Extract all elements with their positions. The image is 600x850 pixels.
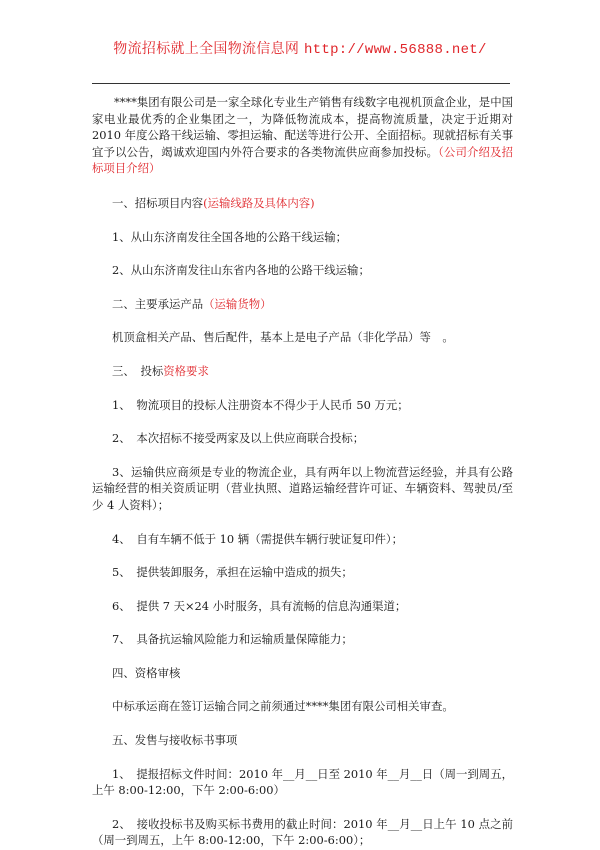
section3-item: 7、 具备抗运输风险能力和运输质量保障能力； — [112, 632, 353, 647]
header-url[interactable]: http://www.56888.net/ — [303, 42, 487, 58]
section2-heading-text: 二、主要承运产品 — [112, 296, 204, 311]
document-body — [92, 94, 513, 849]
page-header — [0, 38, 600, 58]
section2-heading-note: （运输货物） — [203, 296, 272, 311]
section2-heading — [92, 296, 513, 313]
section1-heading — [92, 195, 513, 212]
section2-text: 机顶盒相关产品、售后配件，基本上是电子产品（非化学品）等 。 — [112, 330, 454, 345]
header-site-name: 物流招标就上全国物流信息网 — [113, 41, 300, 57]
section3-heading-text: 三、 投标 — [112, 363, 164, 378]
section3-item: 1、 物流项目的投标人注册资本不得少于人民币 50 万元； — [112, 397, 409, 412]
intro-text: ****集团有限公司是一家全球化专业生产销售有线数字电视机顶盒企业，是中国家电业最优秀的企业集团之一，为降低物流成本，提高物流质量，决定于近期对 2010 年度公路干线运输、零担运输、配送等进行公开、全面招标。现就招标有关事宜予以公告，竭诚欢迎国内外符合要求的各类物流供应商参加投标。 — [92, 95, 513, 159]
section3-heading — [92, 363, 513, 380]
section1-heading-text: 一、招标项目内容 — [112, 195, 204, 210]
section4-text: 中标承运商在签订运输合同之前须通过****集团有限公司相关审查。 — [112, 699, 454, 714]
section3-item: 3、运输供应商须是专业的物流企业，具有两年以上物流营运经验，并具有公路运输经营的相关资质证明（营业执照、道路运输经营许可证、车辆资料、驾驶员/至少 4 人资料）； — [92, 464, 513, 512]
section1-item: 2、从山东济南发往山东省内各地的公路干线运输； — [112, 263, 370, 278]
section1-heading-note: (运输线路及具体内容) — [203, 195, 315, 210]
section3-item: 2、 本次招标不接受两家及以上供应商联合投标； — [112, 431, 365, 446]
section4-heading: 四、资格审核 — [112, 665, 181, 680]
section5-item: 1、 提报招标文件时间：2010 年__月__日至 2010 年__月__日（周一到周五，上午 8:00-12:00，下午 2:00-6:00） — [92, 766, 513, 798]
header-divider — [92, 83, 510, 84]
section1-item: 1、从山东济南发往全国各地的公路干线运输； — [112, 229, 348, 244]
intro-note: （公司介绍及招标项目介绍） — [92, 144, 513, 176]
section3-item: 6、 提供 7 天×24 小时服务，具有流畅的信息沟通渠道； — [112, 598, 407, 613]
section3-heading-note: 资格要求 — [163, 363, 209, 378]
section5-heading: 五、发售与接收标书事项 — [112, 733, 238, 748]
section3-item: 4、 自有车辆不低于 10 辆（需提供车辆行驶证复印件）； — [112, 531, 403, 546]
section5-item: 2、 接收投标书及购买标书费用的截止时间：2010 年__月__日上午 10 点之前（周一到周五，上午 8:00-12:00，下午 2:00-6:00）； — [92, 816, 513, 848]
intro-paragraph — [92, 94, 513, 177]
section3-item: 5、 提供装卸服务，承担在运输中造成的损失； — [112, 565, 353, 580]
